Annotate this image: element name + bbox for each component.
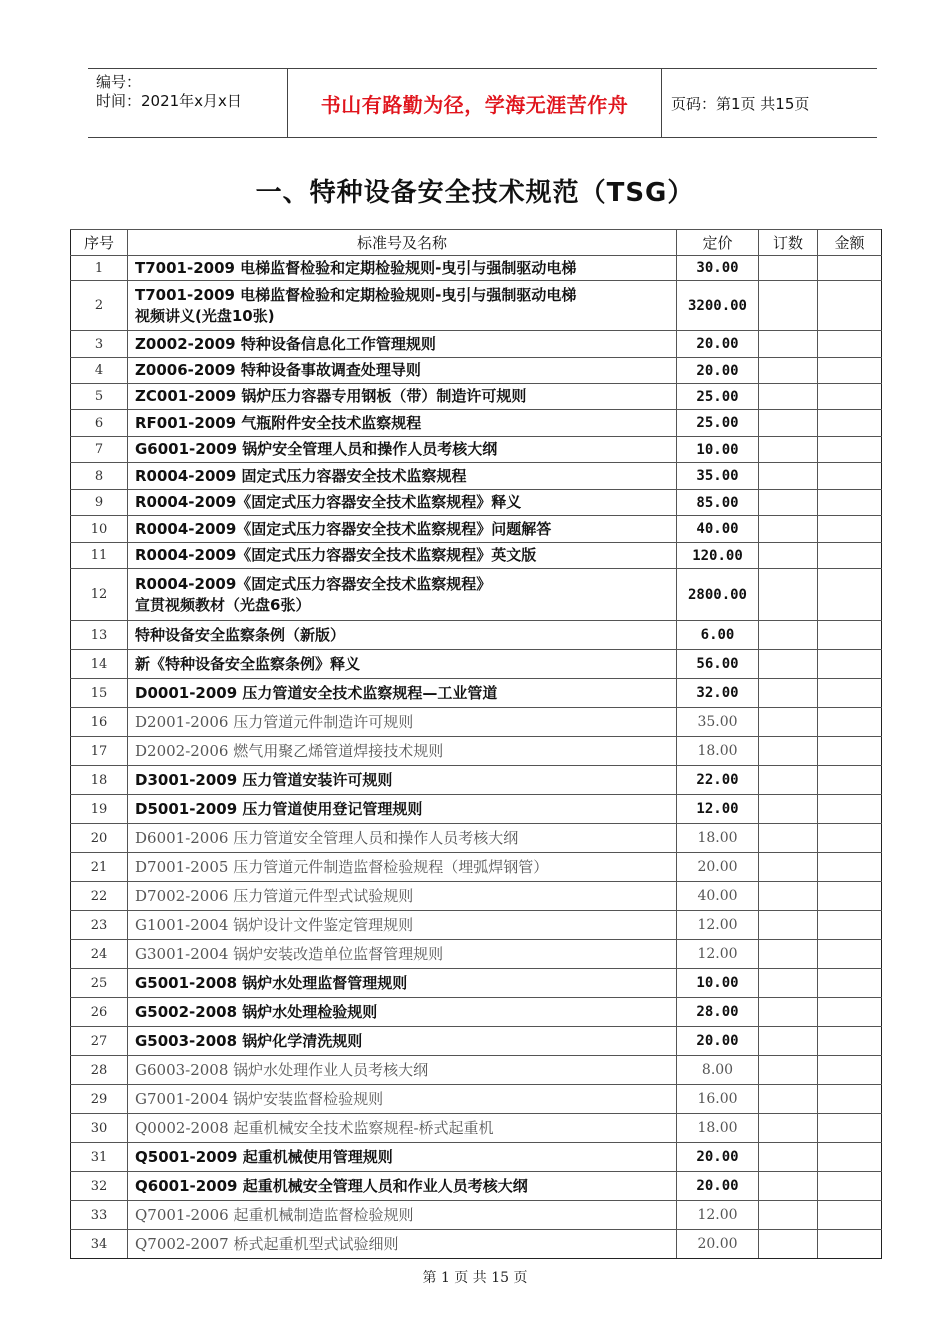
qty-cell[interactable] (759, 256, 818, 281)
row-number: 14 (71, 650, 128, 679)
qty-cell[interactable] (759, 463, 818, 490)
amount-cell (818, 737, 882, 766)
table-row (71, 1143, 882, 1172)
page-footer: 第 1 页 共 15 页 (422, 1270, 528, 1286)
standard-name (128, 358, 677, 384)
qty-cell[interactable] (759, 940, 818, 969)
qty-cell[interactable] (759, 1172, 818, 1201)
qty-cell[interactable] (759, 281, 818, 331)
standard-name-line: 新《特种设备安全监察条例》释义 (135, 654, 361, 673)
price-cell: 12.00 (677, 940, 759, 969)
standard-name-line: 特种设备安全监察条例（新版） (135, 625, 346, 644)
qty-cell[interactable] (759, 410, 818, 437)
qty-cell[interactable] (759, 621, 818, 650)
row-number: 6 (71, 410, 128, 437)
row-number: 8 (71, 463, 128, 490)
standard-name-line: G5003-2008 锅炉化学清洗规则 (135, 1031, 363, 1050)
amount-cell (818, 463, 882, 490)
amount-cell (818, 1085, 882, 1114)
row-number: 34 (71, 1230, 128, 1259)
code-label: 编号： (96, 73, 142, 91)
table-row (71, 998, 882, 1027)
standard-name-line: R0004-2009《固定式压力容器安全技术监察规程》释义 (135, 493, 522, 511)
time-label: 时间：2021年x月x日 (96, 92, 242, 110)
qty-cell[interactable] (759, 853, 818, 882)
standard-name (128, 795, 677, 824)
standard-name-line: D6001-2006 压力管道安全管理人员和操作人员考核大纲 (135, 828, 519, 847)
amount-cell (818, 1172, 882, 1201)
row-number: 29 (71, 1085, 128, 1114)
qty-cell[interactable] (759, 437, 818, 463)
qty-cell[interactable] (759, 679, 818, 708)
table-row (71, 795, 882, 824)
price-cell: 10.00 (677, 969, 759, 998)
price-cell: 12.00 (677, 795, 759, 824)
table-row (71, 437, 882, 463)
standard-name-line: G3001-2004 锅炉安装改造单位监督管理规则 (135, 944, 444, 963)
price-cell: 28.00 (677, 998, 759, 1027)
price-cell: 18.00 (677, 737, 759, 766)
table-row (71, 1027, 882, 1056)
table-row (71, 1201, 882, 1230)
standard-name (128, 969, 677, 998)
motto: 书山有路勤为径，学海无涯苦作舟 (320, 92, 629, 117)
standard-name-line: Q7001-2006 起重机械制造监督检验规则 (135, 1205, 414, 1224)
table-row (71, 543, 882, 569)
header-meta (96, 73, 242, 111)
standard-name (128, 1027, 677, 1056)
amount-cell (818, 437, 882, 463)
standard-name-line: G6001-2009 锅炉安全管理人员和操作人员考核大纲 (135, 440, 498, 458)
price-cell: 35.00 (677, 463, 759, 490)
row-number: 20 (71, 824, 128, 853)
price-cell: 20.00 (677, 1143, 759, 1172)
amount-cell (818, 1230, 882, 1259)
price-cell: 25.00 (677, 384, 759, 410)
qty-cell[interactable] (759, 969, 818, 998)
table-row (71, 766, 882, 795)
row-number: 28 (71, 1056, 128, 1085)
row-number: 24 (71, 940, 128, 969)
price-cell: 18.00 (677, 1114, 759, 1143)
standard-name (128, 766, 677, 795)
row-number: 30 (71, 1114, 128, 1143)
standard-name (128, 737, 677, 766)
standard-name-line: D3001-2009 压力管道安装许可规则 (135, 770, 393, 789)
row-number: 33 (71, 1201, 128, 1230)
standard-name (128, 331, 677, 358)
table-row (71, 1056, 882, 1085)
amount-cell (818, 410, 882, 437)
row-number: 4 (71, 358, 128, 384)
row-number: 31 (71, 1143, 128, 1172)
row-number: 18 (71, 766, 128, 795)
amount-cell (818, 824, 882, 853)
standard-name-line: Q6001-2009 起重机械安全管理人员和作业人员考核大纲 (135, 1176, 528, 1195)
row-number: 13 (71, 621, 128, 650)
standard-name-line: Q5001-2009 起重机械使用管理规则 (135, 1147, 393, 1166)
standard-name (128, 256, 677, 281)
amount-cell (818, 569, 882, 621)
table-row (71, 679, 882, 708)
standard-name-line: D5001-2009 压力管道使用登记管理规则 (135, 799, 423, 818)
price-cell: 30.00 (677, 256, 759, 281)
amount-cell (818, 766, 882, 795)
table-row (71, 621, 882, 650)
amount-cell (818, 1143, 882, 1172)
row-number: 32 (71, 1172, 128, 1201)
standard-name-line: T7001-2009 电梯监督检验和定期检验规则-曳引与强制驱动电梯 (135, 258, 577, 277)
standard-name (128, 384, 677, 410)
header-name: 标准号及名称 (128, 230, 677, 256)
row-number: 26 (71, 998, 128, 1027)
table-row (71, 490, 882, 516)
qty-cell[interactable] (759, 1027, 818, 1056)
price-cell: 8.00 (677, 1056, 759, 1085)
amount-cell (818, 1056, 882, 1085)
amount-cell (818, 998, 882, 1027)
qty-cell[interactable] (759, 490, 818, 516)
amount-cell (818, 490, 882, 516)
standard-name-line: D2001-2006 压力管道元件制造许可规则 (135, 712, 414, 731)
row-number: 27 (71, 1027, 128, 1056)
price-cell: 20.00 (677, 1172, 759, 1201)
row-number: 15 (71, 679, 128, 708)
standard-name (128, 490, 677, 516)
amount-cell (818, 1201, 882, 1230)
standard-name (128, 1143, 677, 1172)
header-qty: 订数 (759, 230, 818, 256)
row-number: 7 (71, 437, 128, 463)
table-row (71, 463, 882, 490)
table-row (71, 737, 882, 766)
standard-name (128, 463, 677, 490)
table-row (71, 824, 882, 853)
header-amount: 金额 (818, 230, 882, 256)
standard-name (128, 679, 677, 708)
amount-cell (818, 621, 882, 650)
standard-name (128, 410, 677, 437)
standard-name (128, 1085, 677, 1114)
standard-name (128, 1114, 677, 1143)
price-cell: 35.00 (677, 708, 759, 737)
standard-name-line: G7001-2004 锅炉安装监督检验规则 (135, 1089, 384, 1108)
qty-cell[interactable] (759, 516, 818, 543)
price-cell: 20.00 (677, 1230, 759, 1259)
price-cell: 22.00 (677, 766, 759, 795)
qty-cell[interactable] (759, 331, 818, 358)
header-no: 序号 (71, 230, 128, 256)
price-cell: 20.00 (677, 358, 759, 384)
standard-name (128, 882, 677, 911)
amount-cell (818, 795, 882, 824)
standard-name-line: D7001-2005 压力管道元件制造监督检验规程（埋弧焊钢管） (135, 857, 549, 876)
table-row (71, 650, 882, 679)
amount-cell (818, 1027, 882, 1056)
price-cell: 6.00 (677, 621, 759, 650)
table-row (71, 358, 882, 384)
standard-name (128, 621, 677, 650)
price-cell: 2800.00 (677, 569, 759, 621)
table-body (71, 256, 882, 1259)
qty-cell[interactable] (759, 1085, 818, 1114)
amount-cell (818, 969, 882, 998)
row-number: 3 (71, 331, 128, 358)
standard-name-line: R0004-2009《固定式压力容器安全技术监察规程》 (135, 574, 492, 593)
standard-name-line: G5002-2008 锅炉水处理检验规则 (135, 1002, 378, 1021)
row-number: 22 (71, 882, 128, 911)
standard-name (128, 516, 677, 543)
amount-cell (818, 358, 882, 384)
row-number: 25 (71, 969, 128, 998)
price-cell: 25.00 (677, 410, 759, 437)
standard-name-line: G1001-2004 锅炉设计文件鉴定管理规则 (135, 915, 414, 934)
table-row (71, 1114, 882, 1143)
table-row (71, 410, 882, 437)
row-number: 2 (71, 281, 128, 331)
qty-cell[interactable] (759, 1201, 818, 1230)
standard-name (128, 1230, 677, 1259)
amount-cell (818, 256, 882, 281)
header-price: 定价 (677, 230, 759, 256)
price-cell: 18.00 (677, 824, 759, 853)
price-cell: 56.00 (677, 650, 759, 679)
table-row (71, 969, 882, 998)
amount-cell (818, 281, 882, 331)
table-row (71, 331, 882, 358)
row-number: 23 (71, 911, 128, 940)
standard-name-line: G5001-2008 锅炉水处理监督管理规则 (135, 973, 408, 992)
standard-name (128, 543, 677, 569)
price-cell: 120.00 (677, 543, 759, 569)
qty-cell[interactable] (759, 737, 818, 766)
table-row (71, 708, 882, 737)
amount-cell (818, 708, 882, 737)
standard-name-line: R0004-2009《固定式压力容器安全技术监察规程》英文版 (135, 546, 537, 564)
qty-cell[interactable] (759, 384, 818, 410)
price-cell: 85.00 (677, 490, 759, 516)
standard-name (128, 824, 677, 853)
standard-name-line: R0004-2009《固定式压力容器安全技术监察规程》问题解答 (135, 519, 552, 538)
qty-cell[interactable] (759, 650, 818, 679)
price-cell: 16.00 (677, 1085, 759, 1114)
standard-name (128, 569, 677, 621)
standard-name-line: R0004-2009 固定式压力容器安全技术监察规程 (135, 466, 467, 485)
standard-name (128, 998, 677, 1027)
row-number: 17 (71, 737, 128, 766)
qty-cell[interactable] (759, 708, 818, 737)
amount-cell (818, 1114, 882, 1143)
amount-cell (818, 516, 882, 543)
table-row (71, 1230, 882, 1259)
table-row (71, 384, 882, 410)
table-row (71, 853, 882, 882)
qty-cell[interactable] (759, 1114, 818, 1143)
qty-cell[interactable] (759, 543, 818, 569)
standard-name (128, 708, 677, 737)
standard-name (128, 1201, 677, 1230)
standard-name-line: Q0002-2008 起重机械安全技术监察规程-桥式起重机 (135, 1118, 494, 1137)
header-divider (661, 69, 662, 137)
table-header-row (71, 230, 882, 256)
standard-name-line: G6003-2008 锅炉水处理作业人员考核大纲 (135, 1060, 429, 1079)
qty-cell[interactable] (759, 1230, 818, 1259)
qty-cell[interactable] (759, 795, 818, 824)
standard-name-line: D2002-2006 燃气用聚乙烯管道焊接技术规则 (135, 741, 444, 760)
row-number: 10 (71, 516, 128, 543)
standard-name (128, 281, 677, 331)
qty-cell[interactable] (759, 911, 818, 940)
standard-name-line: Z0002-2009 特种设备信息化工作管理规则 (135, 334, 436, 353)
row-number: 11 (71, 543, 128, 569)
price-cell: 32.00 (677, 679, 759, 708)
table-row (71, 516, 882, 543)
standard-name (128, 940, 677, 969)
page-info: 页码：第1页 共15页 (671, 94, 810, 113)
amount-cell (818, 882, 882, 911)
standard-name-line: D7002-2006 压力管道元件型式试验规则 (135, 886, 414, 905)
standard-name (128, 853, 677, 882)
standard-name-line: D0001-2009 压力管道安全技术监察规程—工业管道 (135, 683, 498, 702)
row-number: 21 (71, 853, 128, 882)
qty-cell[interactable] (759, 998, 818, 1027)
qty-cell[interactable] (759, 1056, 818, 1085)
standard-name-line: ZC001-2009 锅炉压力容器专用钢板（带）制造许可规则 (135, 387, 527, 405)
standard-name (128, 437, 677, 463)
table-row (71, 882, 882, 911)
price-cell: 20.00 (677, 853, 759, 882)
amount-cell (818, 679, 882, 708)
amount-cell (818, 911, 882, 940)
row-number: 12 (71, 569, 128, 621)
standard-name-line: Q7002-2007 桥式起重机型式试验细则 (135, 1234, 399, 1253)
table-row (71, 911, 882, 940)
price-cell: 20.00 (677, 1027, 759, 1056)
price-cell: 20.00 (677, 331, 759, 358)
qty-cell[interactable] (759, 824, 818, 853)
row-number: 16 (71, 708, 128, 737)
standard-name (128, 911, 677, 940)
amount-cell (818, 853, 882, 882)
table-row (71, 569, 882, 621)
amount-cell (818, 940, 882, 969)
table-row (71, 256, 882, 281)
price-cell: 12.00 (677, 1201, 759, 1230)
qty-cell[interactable] (759, 882, 818, 911)
row-number: 1 (71, 256, 128, 281)
standard-name-line: 视频讲义(光盘10张) (135, 306, 275, 325)
price-cell: 10.00 (677, 437, 759, 463)
row-number: 5 (71, 384, 128, 410)
amount-cell (818, 331, 882, 358)
qty-cell[interactable] (759, 1143, 818, 1172)
table-row (71, 1085, 882, 1114)
amount-cell (818, 543, 882, 569)
price-cell: 12.00 (677, 911, 759, 940)
standard-name (128, 1172, 677, 1201)
standards-table (70, 229, 882, 1259)
price-cell: 40.00 (677, 516, 759, 543)
qty-cell[interactable] (759, 358, 818, 384)
document-title: 一、特种设备安全技术规范（TSG） (255, 178, 695, 208)
standard-name (128, 650, 677, 679)
table-row (71, 281, 882, 331)
amount-cell (818, 650, 882, 679)
qty-cell[interactable] (759, 766, 818, 795)
price-cell: 40.00 (677, 882, 759, 911)
standard-name-line: Z0006-2009 特种设备事故调查处理导则 (135, 361, 421, 379)
standard-name (128, 1056, 677, 1085)
price-cell: 3200.00 (677, 281, 759, 331)
row-number: 9 (71, 490, 128, 516)
table-row (71, 1172, 882, 1201)
amount-cell (818, 384, 882, 410)
document-header (88, 68, 877, 138)
standard-name-line: 宣贯视频教材（光盘6张） (135, 595, 311, 614)
table-row (71, 940, 882, 969)
standard-name-line: RF001-2009 气瓶附件安全技术监察规程 (135, 413, 422, 432)
standard-name-line: T7001-2009 电梯监督检验和定期检验规则-曳引与强制驱动电梯 (135, 285, 577, 304)
qty-cell[interactable] (759, 569, 818, 621)
row-number: 19 (71, 795, 128, 824)
